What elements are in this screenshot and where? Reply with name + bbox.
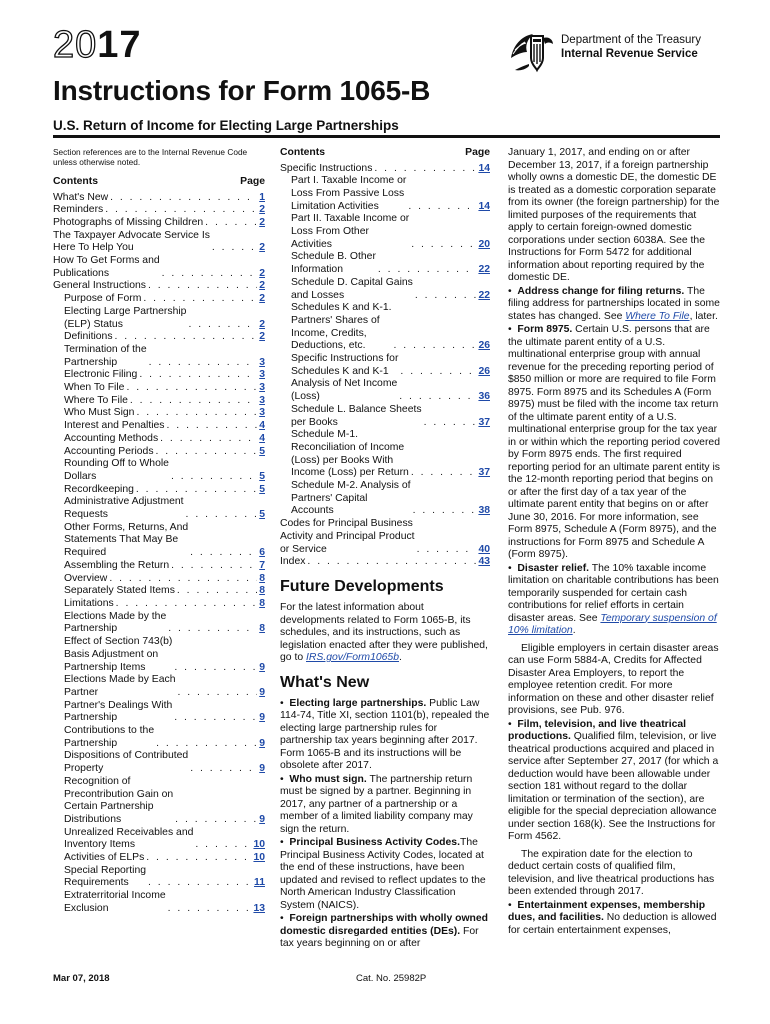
footer-date: Mar 07, 2018: [53, 973, 110, 984]
whats-new-heading: What's New: [280, 673, 370, 691]
toc-entry[interactable]: [280, 429, 490, 480]
toc-leader-dots: [130, 395, 257, 408]
toc-entry-title: Specific Instructions for Schedules K and K-1: [291, 353, 399, 377]
toc-entry-title: Effect of Section 743(b) Basis Adjustment on Partnership Items: [64, 636, 173, 673]
toc-leader-dots: [115, 331, 258, 344]
toc-entry-title: How To Get Forms and Publications: [53, 255, 160, 279]
whats-new-bullet: • Entertainment expenses, membership dues, and facilities. No deduction is allowed for certain entertainment expenses,: [508, 899, 717, 936]
toc-page-link[interactable]: 4: [259, 432, 265, 444]
toc-page-link[interactable]: 2: [259, 331, 265, 343]
toc-page-link[interactable]: 5: [259, 509, 265, 521]
toc-entry-title: Electing Large Partnership (ELP) Status: [64, 305, 187, 330]
toc-leader-dots: [177, 687, 257, 700]
toc-page-link[interactable]: 9: [259, 737, 265, 749]
toc-leader-dots: [205, 217, 257, 230]
whats-new-bullet: • Who must sign. The partnership return must be signed by a partner. Beginning in 2017, any partner of a partnership or a member of a limited liability company may sign the return.: [280, 773, 473, 835]
toc-entry-title: Schedule M-1. Reconciliation of Income (Loss) per Books With Income (Loss) per Return: [291, 429, 409, 479]
toc-leader-dots: [307, 556, 476, 569]
section-note: Section references are to the Internal Revenue Code unless otherwise noted.: [53, 147, 248, 167]
toc-leader-dots: [175, 814, 257, 827]
toc-entry[interactable]: [53, 306, 265, 331]
toc-entry[interactable]: [53, 293, 265, 306]
toc-entry[interactable]: [53, 484, 265, 497]
toc-entry-title: Contributions to the Partnership: [64, 725, 155, 749]
toc-page-link[interactable]: 20: [478, 238, 490, 250]
toc-entry-title: Activities of ELPs: [64, 852, 145, 864]
toc-leader-dots: [168, 903, 252, 916]
toc-entry[interactable]: [280, 213, 490, 251]
toc-entry[interactable]: [53, 890, 265, 915]
toc-entry-title: Schedule M-2. Analysis of Partners' Capital Accounts: [291, 480, 411, 517]
toc-entry-title: Definitions: [64, 331, 113, 343]
toc-entry[interactable]: [280, 175, 490, 213]
toc-entry[interactable]: [53, 420, 265, 433]
toc-page-link[interactable]: 38: [478, 505, 490, 517]
toc-page-link[interactable]: 9: [259, 712, 265, 724]
toc-page-link[interactable]: 8: [259, 623, 265, 635]
toc-entry-title: Rounding Off to Whole Dollars: [64, 458, 169, 482]
toc-entry[interactable]: [53, 369, 265, 382]
toc-entry-title: Elections Made by the Partnership: [64, 610, 167, 635]
toc-leader-dots: [160, 433, 257, 446]
toc-page-link[interactable]: 3: [259, 356, 265, 368]
toc-entry[interactable]: [53, 585, 265, 598]
paragraph: The expiration date for the election to deduct certain costs of qualified film, television, and live theatrical productions has been extended through 2017.: [508, 848, 715, 897]
toc-entry[interactable]: [53, 827, 265, 852]
toc-leader-dots: [186, 509, 258, 522]
toc-page-link[interactable]: 9: [259, 661, 265, 673]
footer-catalog-number: Cat. No. 25982P: [356, 973, 427, 984]
toc-page-link[interactable]: 14: [478, 200, 490, 212]
toc-page-link[interactable]: 2: [259, 293, 265, 305]
toc-header: Contents Page: [53, 176, 265, 187]
toc-leader-dots: [408, 201, 476, 214]
agency-line-2: Internal Revenue Service: [561, 48, 698, 60]
toc-leader-dots: [139, 369, 257, 382]
toc-entry[interactable]: [53, 674, 265, 699]
toc-page-link[interactable]: 36: [478, 391, 490, 403]
toc-leader-dots: [148, 280, 257, 293]
whats-new-bullet: • Form 8975. Certain U.S. persons that are the ultimate parent entity of a U.S. multinational enterprise group with annual revenue for the preceding reporting period of $850 million or more are required to file Form 8975. Form 8975 and its Schedules A (Form 8975) must be filed with the income tax return of the ultimate parent entity of a U.S. multinational enterprise group for the tax year in or within which the reporting period covered by Form 8975 ends. The first required reporting period for an ultimate parent entity is the 12-month reporting period that begins on or after the first day of a tax year of the ultimate parent entity that begins on or after June 30, 2016. For more information, see Form 8975, Schedule A (Form 8975), and the instructions for Form 8975 and Schedule A (Form 8975).: [508, 324, 720, 560]
toc-entry[interactable]: [53, 407, 265, 420]
toc-page-link[interactable]: 11: [254, 877, 265, 889]
toc-list-2: [280, 163, 490, 570]
toc-entry[interactable]: [53, 611, 265, 636]
toc-page-link[interactable]: 5: [259, 445, 265, 457]
page-subtitle: U.S. Return of Income for Electing Large Partnerships: [53, 118, 399, 133]
toc-entry-title: Reminders: [53, 204, 104, 216]
toc-entry[interactable]: [53, 573, 265, 586]
toc-entry[interactable]: [53, 204, 265, 217]
toc-entry[interactable]: [53, 230, 265, 255]
toc-leader-dots: [126, 382, 257, 395]
toc-entry-title: Termination of the Partnership: [64, 343, 147, 368]
toc-leader-dots: [411, 239, 476, 252]
column-1: [53, 147, 265, 916]
future-developments-heading: Future Developments: [280, 578, 444, 595]
toc-page-link[interactable]: 2: [259, 267, 265, 279]
toc-entry-title: Special Reporting Requirements: [64, 864, 147, 889]
title-rule: [53, 135, 720, 138]
toc-entry-title: Analysis of Net Income (Loss): [291, 378, 398, 403]
toc-entry[interactable]: [280, 378, 490, 403]
toc-page-link[interactable]: 2: [259, 318, 265, 330]
toc-leader-dots: [177, 585, 257, 598]
toc-entry[interactable]: [53, 725, 265, 750]
toc-entry[interactable]: [280, 556, 490, 569]
toc-entry[interactable]: [53, 750, 265, 775]
toc-page-link[interactable]: 22: [478, 264, 490, 276]
irs-eagle-logo-icon: [507, 28, 557, 74]
toc-page-link[interactable]: 26: [478, 365, 490, 377]
toc-entry-title: Limitations: [64, 598, 114, 609]
toc-entry-title: Recordkeeping: [64, 483, 134, 495]
temporary-suspension-link[interactable]: Temporary suspension of 10% limitation: [508, 612, 717, 636]
toc-page-link[interactable]: 37: [478, 416, 490, 428]
toc-page-link[interactable]: 3: [259, 407, 265, 419]
toc-header: Contents Page: [280, 147, 490, 158]
toc-leader-dots: [399, 391, 476, 404]
toc-page-link[interactable]: 5: [259, 483, 265, 495]
toc-leader-dots: [190, 547, 257, 560]
toc-leader-dots: [394, 340, 477, 353]
toc-entry-title: Schedule L. Balance Sheets per Books: [291, 403, 422, 428]
toc-page-link[interactable]: 43: [478, 556, 490, 568]
toc-leader-dots: [400, 366, 476, 379]
whats-new-bullet: • Principal Business Activity Codes.The Principal Business Activity Codes, located at the end of these instructions, have been updated and revised to reflect updates to the North American Industry Classification System (NAICS).: [280, 837, 486, 911]
toc-entry-title: Purpose of Form: [64, 293, 142, 305]
toc-page-link[interactable]: 1: [259, 191, 265, 203]
toc-page-link[interactable]: 4: [259, 420, 265, 432]
toc-page-link[interactable]: 10: [253, 852, 265, 864]
toc-entry[interactable]: [53, 700, 265, 725]
toc-entry[interactable]: [53, 458, 265, 483]
toc-leader-dots: [146, 852, 251, 865]
toc-leader-dots: [136, 407, 257, 420]
toc-entry[interactable]: [53, 852, 265, 865]
toc-page-link[interactable]: 37: [478, 467, 490, 479]
toc-page-link[interactable]: 13: [253, 902, 265, 914]
toc-entry-title: Unrealized Receivables and Inventory Items: [64, 826, 194, 851]
toc-page-link[interactable]: 26: [478, 340, 490, 352]
toc-entry-title: Electronic Filing: [64, 369, 138, 381]
toc-leader-dots: [411, 467, 477, 480]
toc-entry[interactable]: [53, 433, 265, 446]
toc-leader-dots: [171, 560, 257, 573]
toc-leader-dots: [188, 319, 257, 332]
toc-entry[interactable]: [53, 865, 265, 890]
toc-leader-dots: [167, 420, 258, 433]
toc-leader-dots: [212, 242, 257, 255]
toc-entry-title: Other Forms, Returns, And Statements That May Be Required: [64, 521, 189, 559]
toc-leader-dots: [378, 264, 477, 277]
toc-page-link[interactable]: 7: [259, 559, 265, 571]
toc-entry[interactable]: [280, 480, 490, 518]
toc-page-link[interactable]: 8: [259, 598, 265, 609]
whats-new-bullet: • Foreign partnerships with wholly owned domestic disregarded entities (DEs). For tax years beginning on or after: [280, 913, 489, 949]
column-2: [280, 147, 490, 951]
toc-entry[interactable]: [53, 382, 265, 395]
toc-entry[interactable]: [53, 776, 265, 827]
toc-entry[interactable]: [280, 163, 490, 176]
toc-leader-dots: [116, 598, 258, 611]
form1065b-link[interactable]: IRS.gov/Form1065b: [306, 652, 399, 663]
toc-entry[interactable]: [53, 217, 265, 230]
toc-entry[interactable]: [53, 344, 265, 369]
toc-entry-title: Part II. Taxable Income or Loss From Other Activities: [291, 213, 410, 250]
toc-leader-dots: [417, 544, 477, 557]
toc-entry-title: Schedules K and K-1. Partners' Shares of Income, Credits, Deductions, etc.: [291, 302, 392, 352]
toc-entry-title: Who Must Sign: [64, 407, 135, 419]
whats-new-bullet: • Film, television, and live theatrical productions. Qualified film, television, or live theatrical productions acquired and placed in service after September 27, 2017 (for which a deduction would have been allowable under section 181 without regard to the dollar limitation or termination of the section), are eligible for the special depreciation allowance under section 168(k). See the Instructions for Form 4562.: [508, 718, 719, 842]
toc-entry-title: When To File: [64, 382, 125, 394]
toc-leader-dots: [143, 293, 257, 306]
toc-entry[interactable]: [53, 280, 265, 293]
toc-entry[interactable]: [280, 404, 490, 429]
toc-entry-title: Where To File: [64, 394, 128, 406]
toc-entry[interactable]: [280, 277, 490, 302]
toc-leader-dots: [149, 357, 258, 370]
toc-entry-title: Index: [280, 556, 306, 568]
paragraph: January 1, 2017, and ending on or after December 13, 2017, if a foreign partnership wholly owns a domestic DE, the domestic DE is treated as a domestic corporation separate from its owner (the foreign partnership) for the limited purposes of the requirements that apply to certain foreign-owned domestic corporations under section 6038A. See the Instructions for Form 5472 for additional information about reporting required by the domestic DE.: [508, 147, 720, 283]
toc-entry-title: What's New: [53, 191, 109, 203]
toc-entry-title: Separately Stated Items: [64, 585, 175, 597]
page-title: Instructions for Form 1065-B: [53, 75, 431, 106]
toc-entry[interactable]: [280, 302, 490, 353]
toc-entry-title: Interest and Penalties: [64, 420, 165, 432]
toc-entry-title: Part I. Taxable Income or Loss From Passive Loss Limitation Activities: [291, 175, 407, 212]
toc-entry-title: Dispositions of Contributed Property: [64, 750, 189, 775]
toc-entry-title: The Taxpayer Advocate Service Is Here To Help You: [53, 229, 210, 254]
toc-entry[interactable]: [53, 446, 265, 459]
toc-entry[interactable]: [53, 598, 265, 611]
whats-new-bullet: • Electing large partnerships. Public Law 114-74, Title XI, section 1101(b), repealed the electing large partnership rules for partnership tax years beginning after 2017. Form 1065-B and its instructions will be obsolete after 2017.: [280, 697, 490, 771]
toc-page-link[interactable]: 3: [259, 394, 265, 406]
toc-page-link[interactable]: 9: [259, 763, 265, 775]
toc-page-link[interactable]: 14: [478, 162, 490, 174]
toc-leader-dots: [148, 877, 252, 890]
toc-page-link[interactable]: 22: [478, 289, 490, 301]
toc-entry[interactable]: [53, 636, 265, 674]
toc-leader-dots: [136, 484, 257, 497]
toc-entry-title: Overview: [64, 572, 108, 584]
toc-entry-title: Accounting Periods: [64, 445, 154, 457]
toc-leader-dots: [190, 763, 257, 776]
toc-entry-title: Specific Instructions: [280, 162, 373, 174]
whats-new-bullet: • Address change for filing returns. The filing address for partnerships located in some states has changed. See Where To File, later.: [508, 285, 720, 322]
toc-entry-title: Extraterritorial Income Exclusion: [64, 890, 166, 914]
toc-page-link[interactable]: 3: [259, 369, 265, 381]
toc-entry-title: Schedule B. Other Information: [291, 251, 376, 276]
toc-entry[interactable]: [280, 251, 490, 276]
toc-page-link[interactable]: 9: [259, 813, 265, 825]
toc-entry-title: Recognition of Precontribution Gain on Certain Partnership Distributions: [64, 775, 174, 825]
toc-page-link[interactable]: 6: [259, 547, 265, 559]
form-year: 2017: [53, 24, 142, 66]
toc-leader-dots: [162, 268, 258, 281]
toc-leader-dots: [174, 662, 257, 675]
toc-entry-title: Partner's Dealings With Partnership: [64, 699, 173, 724]
toc-leader-dots: [109, 573, 257, 586]
toc-entry-title: Elections Made by Each Partner: [64, 674, 176, 698]
toc-leader-dots: [374, 163, 476, 176]
where-to-file-link[interactable]: Where To File: [625, 310, 690, 322]
toc-leader-dots: [105, 204, 257, 217]
toc-entry-title: Photographs of Missing Children: [53, 216, 204, 228]
toc-entry-title: Schedule D. Capital Gains and Losses: [291, 276, 413, 301]
toc-leader-dots: [168, 623, 257, 636]
toc-leader-dots: [424, 417, 477, 430]
toc-leader-dots: [156, 446, 258, 459]
irs-header: [507, 28, 722, 78]
toc-entry-title: Codes for Principal Business Activity and Principal Product or Service: [280, 518, 415, 555]
toc-entry[interactable]: [53, 255, 265, 280]
toc-leader-dots: [195, 839, 251, 852]
toc-leader-dots: [415, 290, 477, 303]
toc-page-link[interactable]: 2: [259, 216, 265, 228]
toc-page-link[interactable]: 40: [478, 543, 490, 555]
toc-entry[interactable]: [280, 518, 490, 556]
toc-page-link[interactable]: 3: [259, 382, 265, 394]
toc-page-link[interactable]: 8: [259, 585, 265, 597]
toc-entry-title: Assembling the Return: [64, 559, 170, 571]
toc-leader-dots: [110, 192, 257, 205]
toc-entry-title: General Instructions: [53, 280, 146, 292]
paragraph: Eligible employers in certain disaster areas can use Form 5884-A, Credits for Affected Disaster Area Employers, to report the employee retention credit. For more information on these and other disaster relief provisions, see Pub. 976.: [508, 642, 719, 716]
toc-entry[interactable]: [280, 353, 490, 378]
toc-entry[interactable]: [53, 192, 265, 205]
toc-entry[interactable]: [53, 560, 265, 573]
future-developments-text: For the latest information about developments related to Form 1065-B, its schedules, and its instructions, such as legislation enacted after they were published, go to IRS.gov/Form1065b.: [280, 602, 488, 663]
toc-page-link[interactable]: 2: [259, 280, 265, 292]
toc-entry[interactable]: [53, 395, 265, 408]
toc-page-link[interactable]: 2: [259, 242, 265, 254]
toc-entry[interactable]: [53, 522, 265, 560]
toc-page-link[interactable]: 9: [259, 686, 265, 698]
toc-page-link[interactable]: 10: [253, 839, 265, 851]
toc-entry-title: Administrative Adjustment Requests: [64, 496, 184, 521]
whats-new-bullet: • Disaster relief. The 10% taxable income limitation on charitable contributions has been temporarily suspended for certain cash contributions for relief efforts in certain disaster areas. See Temporary suspension of 10% limitation.: [508, 562, 719, 636]
toc-leader-dots: [156, 738, 257, 751]
toc-leader-dots: [413, 505, 477, 518]
toc-leader-dots: [174, 712, 257, 725]
agency-line-1: Department of the Treasury: [561, 34, 701, 46]
toc-list-1: [53, 192, 265, 916]
toc-page-link[interactable]: 8: [259, 572, 265, 584]
toc-entry[interactable]: [53, 496, 265, 521]
toc-page-link[interactable]: 5: [259, 470, 265, 482]
toc-entry-title: Accounting Methods: [64, 432, 159, 444]
toc-page-link[interactable]: 2: [259, 204, 265, 216]
toc-leader-dots: [171, 471, 257, 484]
toc-entry[interactable]: [53, 331, 265, 344]
column-3: [508, 147, 721, 937]
